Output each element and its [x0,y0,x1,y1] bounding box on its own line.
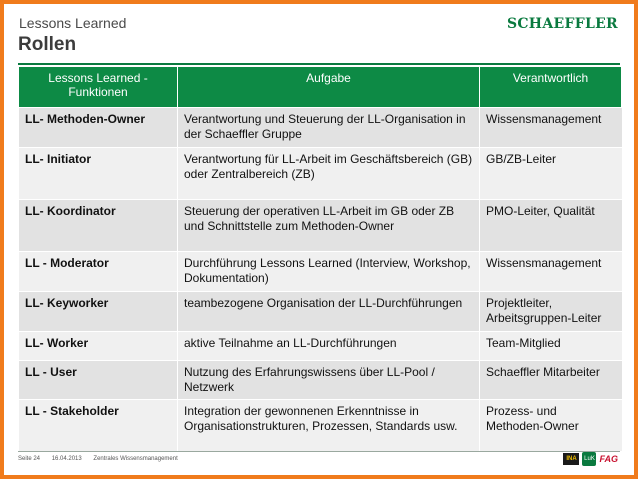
slide-subtitle: Lessons Learned [19,15,127,31]
footer-department: Zentrales Wissensmanagement [93,456,178,462]
role-responsible: Schaeffler Mitarbeiter [480,361,622,400]
role-task: Durchführung Lessons Learned (Interview, Workshop, Dokumentation) [178,252,480,292]
role-task: Nutzung des Erfahrungswissens über LL-Pool / Netzwerk [178,361,480,400]
table-row [19,200,622,252]
role-responsible: PMO-Leiter, Qualität [480,200,622,252]
role-function: LL- Koordinator [19,200,178,252]
column-header-verantwortlich: Verantwortlich [480,67,622,108]
footer-page-number: Seite 24 [18,456,41,462]
table-header-row [19,67,622,108]
table-row [19,332,622,361]
role-task: teambezogene Organisation der LL-Durchführungen [178,292,480,332]
role-function: LL- Keyworker [19,292,178,332]
column-header-aufgabe: Aufgabe [178,67,480,108]
slide-title: Rollen [18,34,77,55]
schaeffler-logo: SCHAEFFLER [506,16,618,32]
role-responsible: Projektleiter, Arbeitsgruppen-Leiter [480,292,622,332]
title-divider [18,63,620,65]
role-responsible: Wissensmanagement [480,108,622,148]
table-row [19,252,622,292]
role-function: LL- Methoden-Owner [19,108,178,148]
table-row [19,108,622,148]
table-row [19,148,622,200]
table-row [19,361,622,400]
table-row [19,400,622,452]
footer-divider [18,451,620,452]
role-task: Verantwortung für LL-Arbeit im Geschäftsbereich (GB) oder Zentralbereich (ZB) [178,148,480,200]
slide-footer [18,456,188,462]
table-row [19,292,622,332]
fag-logo: FAG [599,454,618,464]
role-function: LL- Initiator [19,148,178,200]
role-function: LL - Moderator [19,252,178,292]
role-responsible: Prozess- und Methoden-Owner [480,400,622,452]
role-function: LL - User [19,361,178,400]
column-header-funktionen: Lessons Learned - Funktionen [19,67,178,108]
role-task: Verantwortung und Steuerung der LL-Organisation in der Schaeffler Gruppe [178,108,480,148]
brand-logos [563,452,618,466]
role-function: LL- Worker [19,332,178,361]
role-task: aktive Teilnahme an LL-Durchführungen [178,332,480,361]
role-function: LL - Stakeholder [19,400,178,452]
ina-logo: INA [563,453,579,465]
role-task: Integration der gewonnenen Erkenntnisse in Organisationstrukturen, Prozessen, Standards usw. [178,400,480,452]
role-responsible: GB/ZB-Leiter [480,148,622,200]
roles-table [18,66,622,452]
role-responsible: Wissensmanagement [480,252,622,292]
luk-logo: LuK [582,452,596,466]
footer-date: 16.04.2013 [51,456,82,462]
role-task: Steuerung der operativen LL-Arbeit im GB oder ZB und Schnittstelle zum Methoden-Owner [178,200,480,252]
role-responsible: Team-Mitglied [480,332,622,361]
